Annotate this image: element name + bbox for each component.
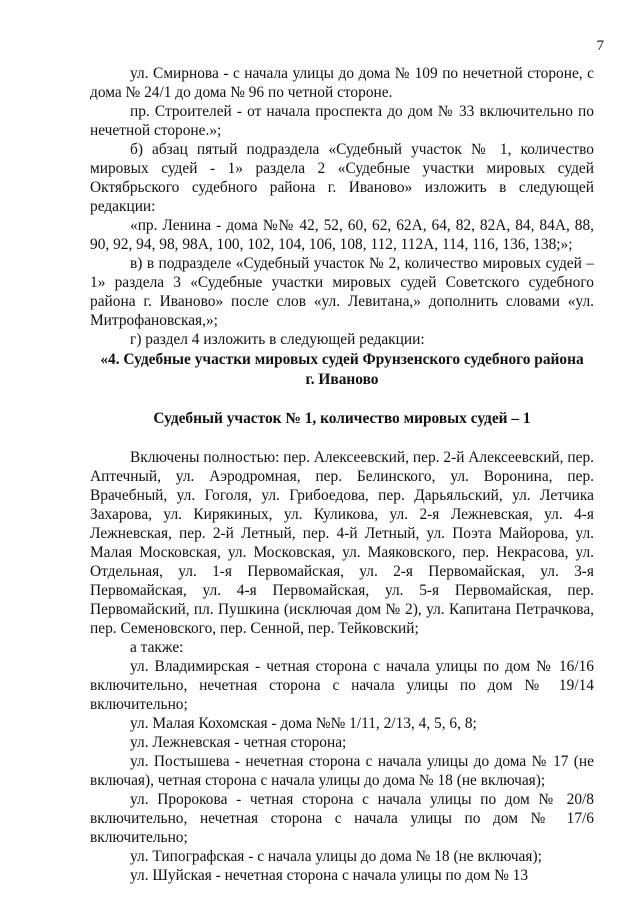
- subsection-heading: Судебный участок № 1, количество мировых судей – 1: [153, 410, 531, 427]
- paragraph: пр. Строителей - от начала проспекта до дом № 33 включительно по нечетной стороне.»;: [90, 103, 594, 139]
- section-heading-line: г. Иваново: [305, 371, 379, 388]
- paragraph: ул. Владимирская - четная сторона с начала улицы по дом № 16/16 включительно, нечетная сторона с начала улицы по дом № 19/14 включительно;: [90, 658, 594, 713]
- page-number: 7: [596, 38, 604, 54]
- paragraph: ул. Малая Кохомская - дома №№ 1/11, 2/13, 4, 5, 6, 8;: [130, 715, 477, 732]
- section-heading: [90, 350, 594, 390]
- document-body: [90, 64, 594, 885]
- paragraph: г) раздел 4 изложить в следующей редакции:: [130, 331, 425, 348]
- paragraph: ул. Пророкова - четная сторона с начала улицы по дом № 20/8 включительно, нечетная сторона с начала улицы по дом № 17/6 включительно;: [90, 791, 594, 846]
- paragraph: ул. Лежневская - четная сторона;: [130, 734, 347, 751]
- paragraph: в) в подразделе «Судебный участок № 2, количество мировых судей – 1» раздела 3 «Судебные участки мировых судей Советского судебного района г. Иваново» после слов «ул. Левитана,» дополнить словами «ул. Митрофановская,»;: [90, 255, 594, 329]
- paragraph: б) абзац пятый подраздела «Судебный участок № 1, количество мировых судей - 1» раздела 2 «Судебные участки мировых судей Октябрьского судебного района г. Иваново» изложить в следующей редакции:: [90, 141, 594, 215]
- paragraph: «пр. Ленина - дома №№ 42, 52, 60, 62, 62А, 64, 82, 82А, 84, 84А, 88, 90, 92, 94, 98, 98А, 100, 102, 104, 106, 108, 112, 112А, 114, 116, 136, 138;»;: [90, 217, 594, 253]
- paragraph: Включены полностью: пер. Алексеевский, пер. 2-й Алексеевский, пер. Аптечный, ул. Аэродромная, пер. Белинского, ул. Воронина, пер. Врачебный, ул. Гоголя, ул. Грибоедова, пер. Дарьяльский, ул. Летчика Захарова, ул. Кирякиных, ул. Куликова, ул. 2-я Лежневская, ул. 4-я Лежневская, пер. 2-й Летный, пер. 4-й Летный, ул. Поэта Майорова, ул. Малая Московская, ул. Московская, ул. Маяковского, пер. Некрасова, ул. Отдельная, ул. 1-я Первомайская, ул. 2-я Первомайская, ул. 3-я Первомайская, ул. 4-я Первомайская, ул. 5-я Первомайская, пер. Первомайский, пл. Пушкина (исключая дом № 2), ул. Капитана Петрачкова, пер. Семеновского, пер. Сенной, пер. Тейковский;: [90, 449, 594, 637]
- paragraph: а также:: [130, 639, 184, 656]
- paragraph: ул. Типографская - с начала улицы до дома № 18 (не включая);: [130, 848, 542, 865]
- section-heading-line: «4. Судебные участки мировых судей Фрунзенского судебного района: [100, 351, 584, 368]
- paragraph: ул. Смирнова - с начала улицы до дома № 109 по нечетной стороне, с дома № 24/1 до дома № 96 по четной стороне.: [90, 65, 594, 101]
- paragraph: ул. Шуйская - нечетная сторона с начала улицы по дом № 13: [130, 867, 529, 884]
- paragraph: ул. Постышева - нечетная сторона с начала улицы до дома № 17 (не включая), четная сторона с начала улицы до дома № 18 (не включая);: [90, 753, 594, 789]
